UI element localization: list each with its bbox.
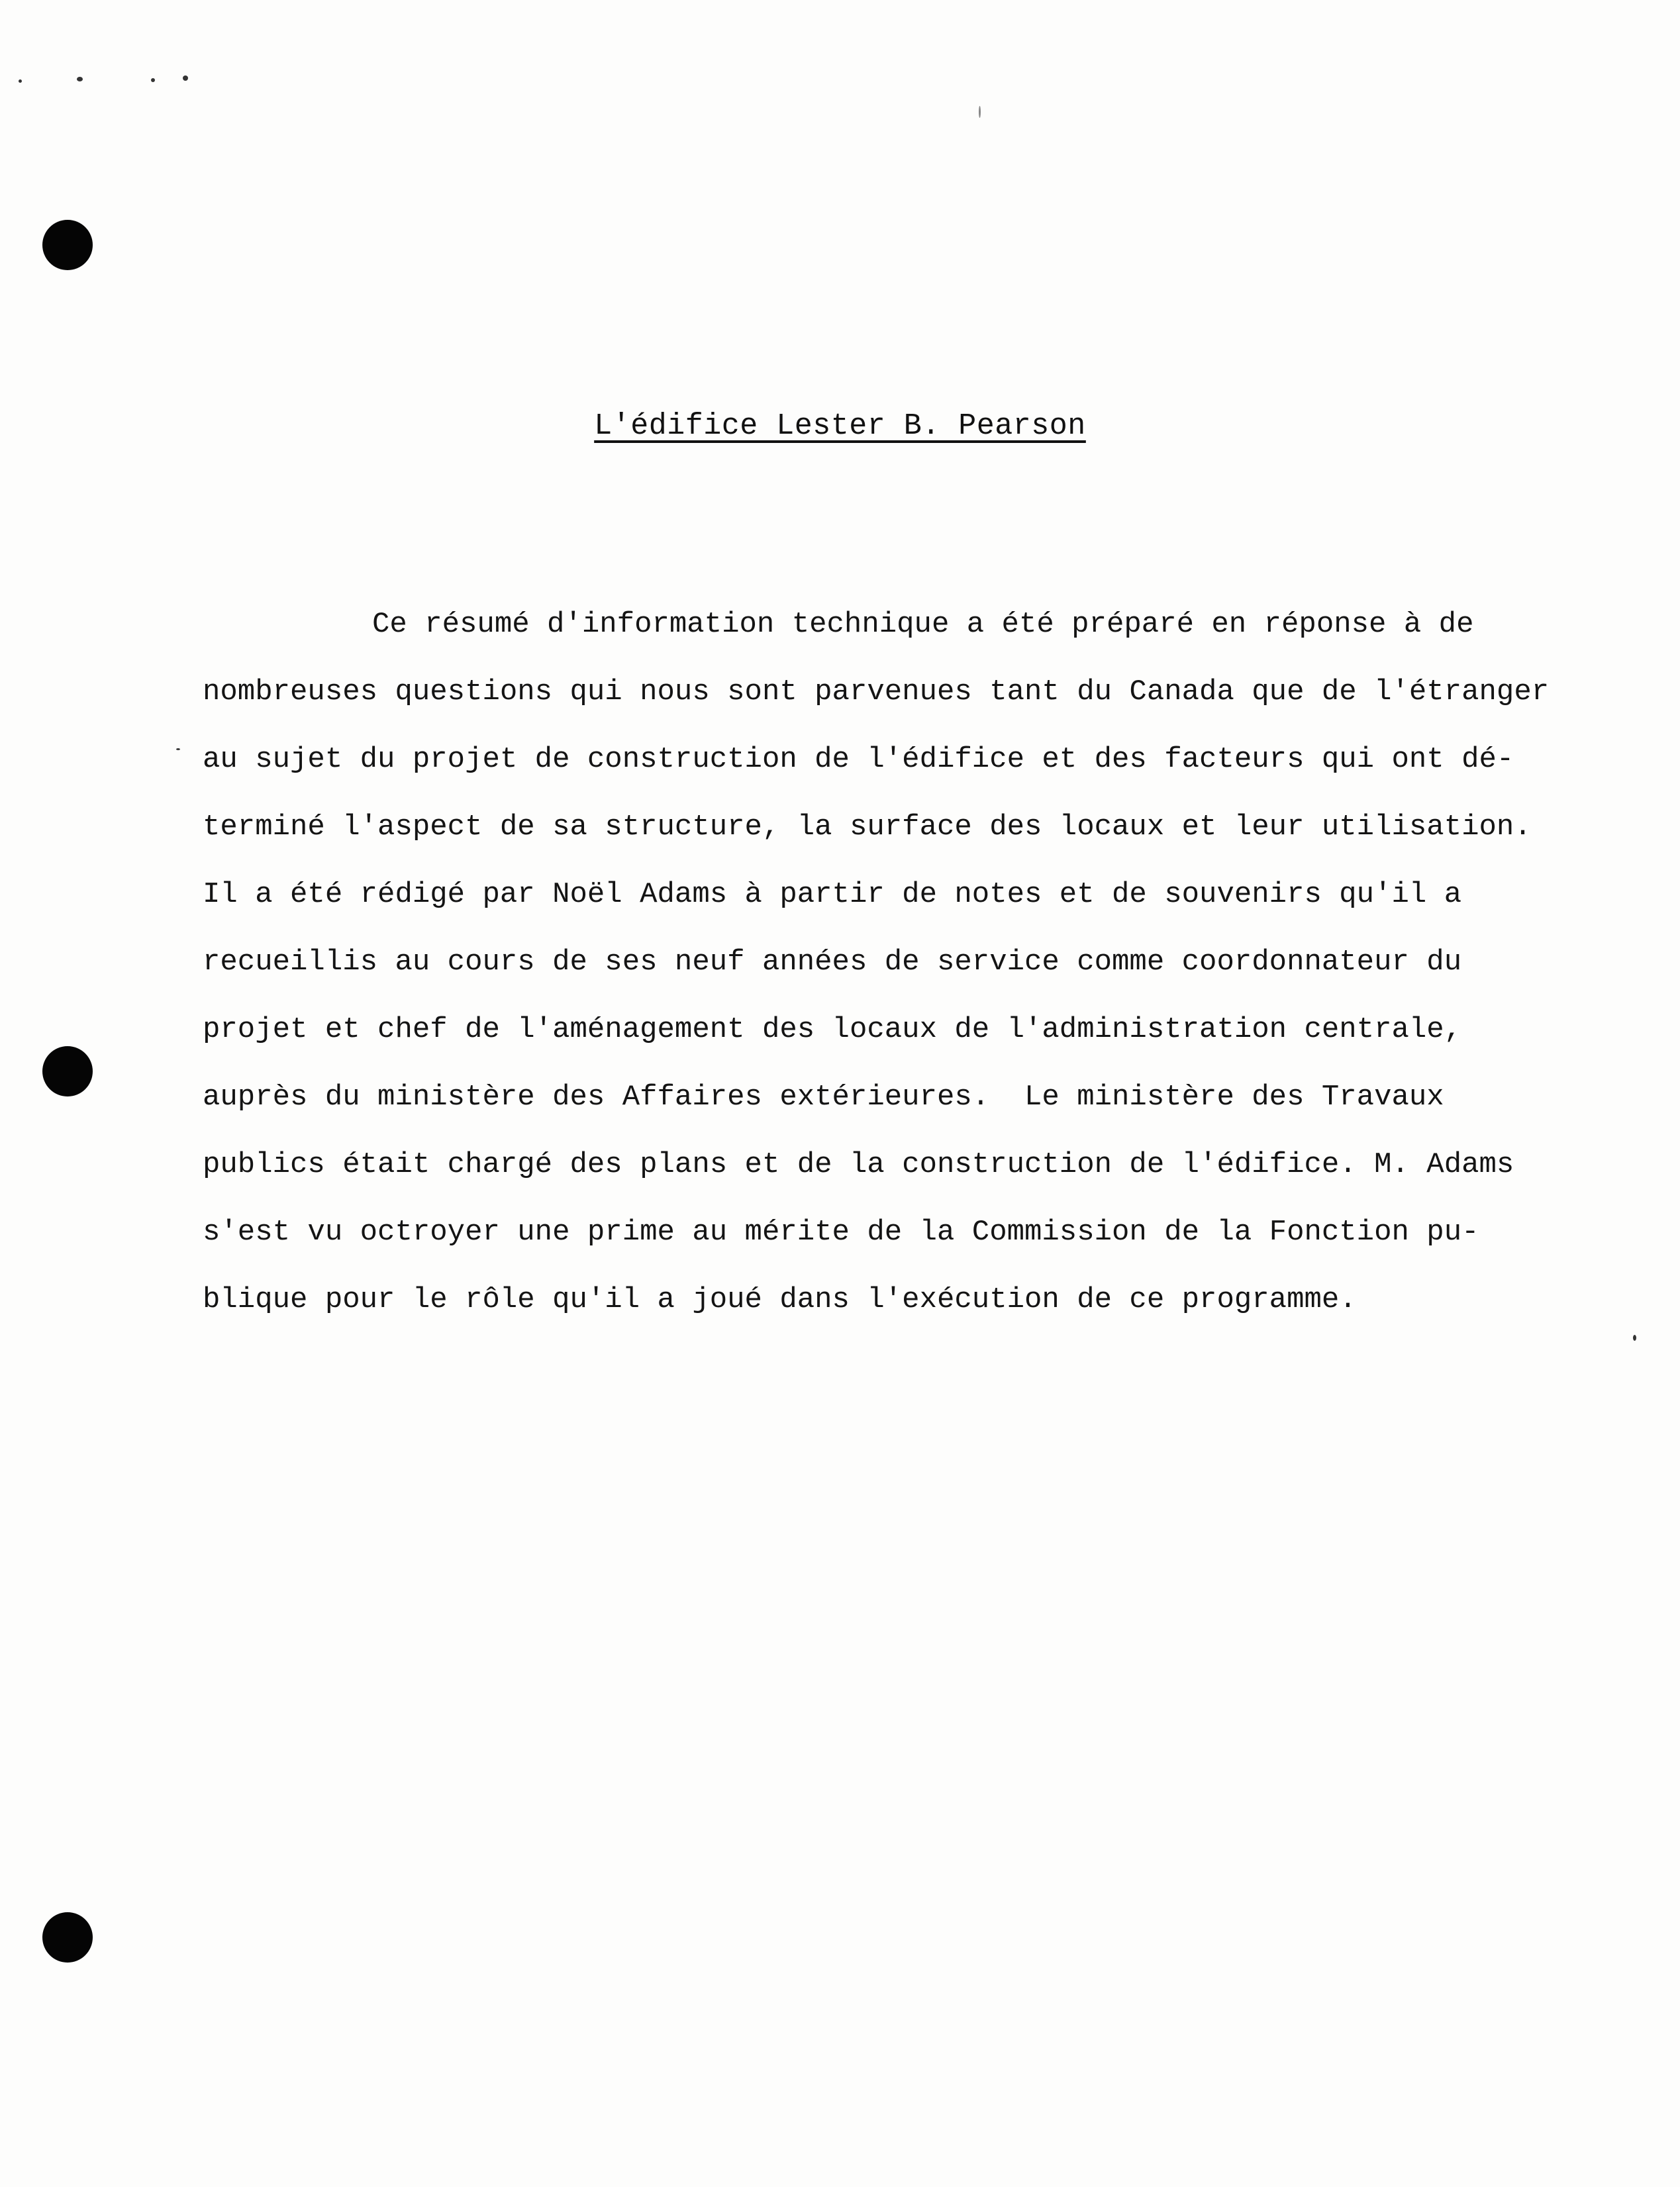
punch-hole xyxy=(42,220,93,270)
paragraph-line: au sujet du projet de construction de l'édifice et des facteurs qui ont dé- xyxy=(203,743,1514,776)
paragraph-line: Il a été rédigé par Noël Adams à partir de notes et de souvenirs qu'il a xyxy=(203,878,1462,911)
paragraph-line: s'est vu octroyer une prime au mérite de la Commission de la Fonction pu- xyxy=(203,1216,1479,1249)
scan-speck xyxy=(77,77,83,81)
scan-speck xyxy=(1633,1335,1636,1341)
punch-hole xyxy=(42,1046,93,1096)
paragraph-line: projet et chef de l'aménagement des locaux de l'administration centrale, xyxy=(203,1013,1462,1046)
scan-speck xyxy=(183,75,188,81)
punch-hole xyxy=(42,1912,93,1963)
document-title-text: L'édifice Lester B. Pearson xyxy=(594,409,1086,443)
scan-speck xyxy=(19,79,22,83)
paragraph-line: auprès du ministère des Affaires extérieures. Le ministère des Travaux xyxy=(203,1081,1444,1114)
paragraph-line: nombreuses questions qui nous sont parvenues tant du Canada que de l'étranger xyxy=(203,675,1550,708)
paragraph-line: blique pour le rôle qu'il a joué dans l'exécution de ce programme. xyxy=(203,1283,1357,1316)
scan-speck xyxy=(979,106,981,118)
document-title xyxy=(0,409,1680,443)
scan-speck xyxy=(151,78,155,82)
scan-speck xyxy=(176,748,180,750)
document-paragraph xyxy=(203,591,1550,1334)
paragraph-line: recueillis au cours de ses neuf années de service comme coordonnateur du xyxy=(203,946,1462,979)
paragraph-line: publics était chargé des plans et de la construction de l'édifice. M. Adams xyxy=(203,1148,1514,1181)
paragraph-line: Ce résumé d'information technique a été préparé en réponse à de xyxy=(372,608,1474,641)
paragraph-line: terminé l'aspect de sa structure, la surface des locaux et leur utilisation. xyxy=(203,810,1532,844)
